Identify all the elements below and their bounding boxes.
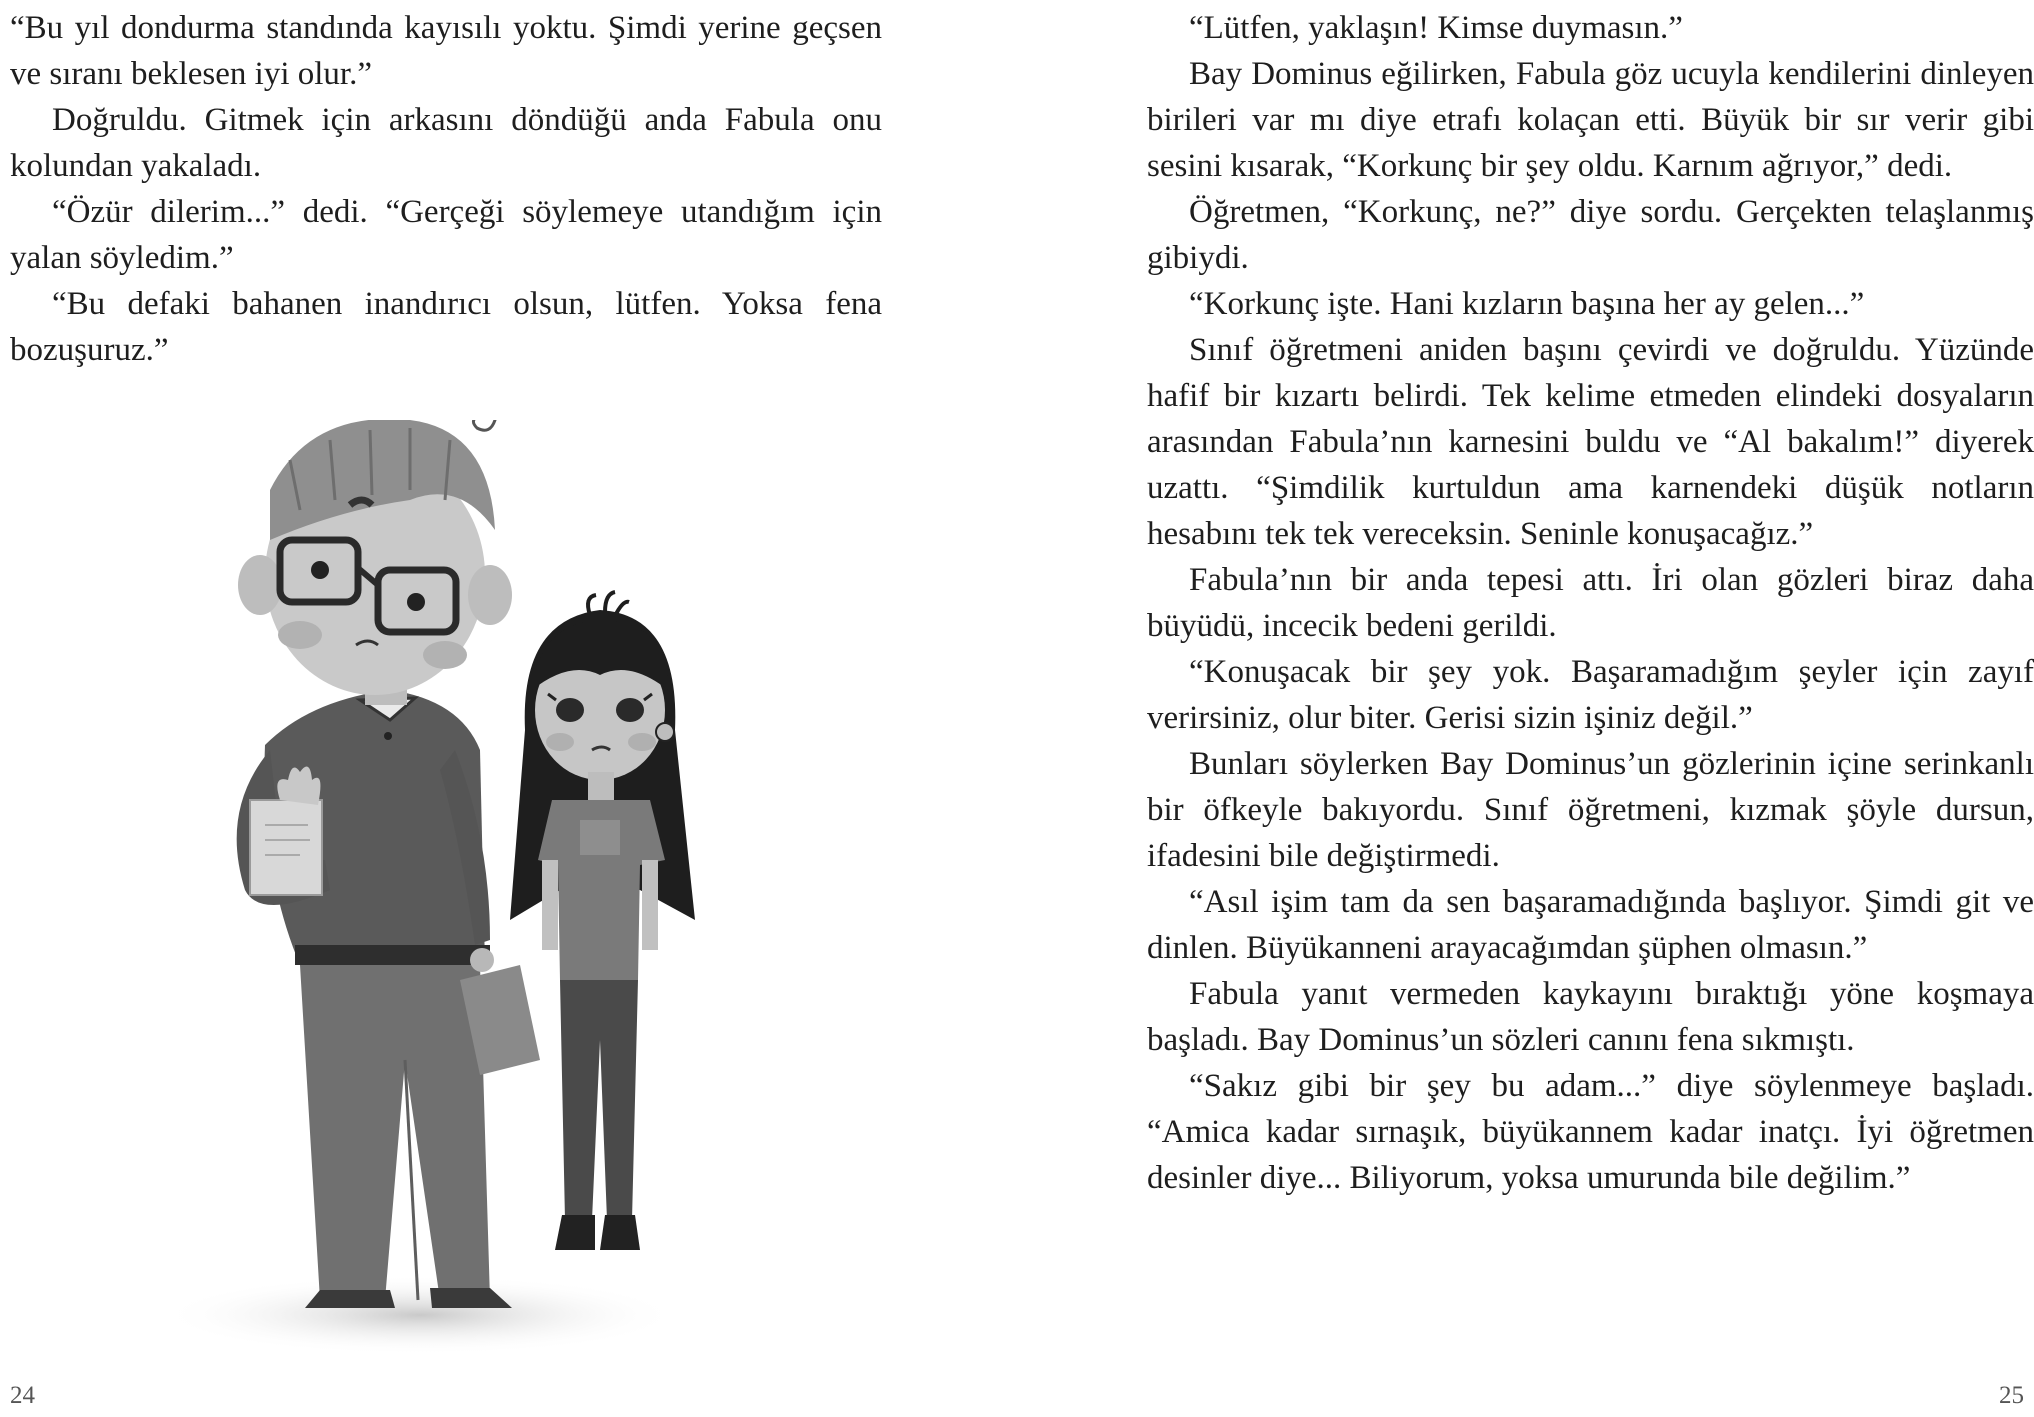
paragraph: “Lütfen, yaklaşın! Kimse duymasın.” [1189,10,1683,46]
teacher-and-girl-illustration [160,420,720,1360]
paragraph: Doğruldu. Gitmek için arkasını döndüğü anda Fabula onu kolundan yakaladı. [10,102,882,184]
right-page-text [1147,5,2034,1201]
page-number: 24 [10,1382,35,1409]
paragraph: “Sakız gibi bir şey bu adam...” diye söylenmeye başladı. “Amica kadar sırnaşık, büyükannem kadar inatçı. İyi öğretmen desinler diye... Biliyorum, yoksa umurunda bile değilim.” [1147,1068,2034,1196]
paragraph: Fabula yanıt vermeden kaykayını bıraktığı yöne koşmaya başladı. Bay Dominus’un sözleri canını fena sıkmıştı. [1147,976,2034,1058]
paragraph: Öğretmen, “Korkunç, ne?” diye sordu. Gerçekten telaşlanmış gibiydi. [1147,194,2034,276]
paragraph: “Asıl işim tam da sen başaramadığında başlıyor. Şimdi git ve dinlen. Büyükanneni arayacağımdan şüphen olmasın.” [1147,884,2034,966]
left-page-text [10,5,882,373]
paragraph: “Özür dilerim...” dedi. “Gerçeği söylemeye utandığım için yalan söyledim.” [10,194,882,276]
paragraph: Bay Dominus eğilirken, Fabula göz ucuyla kendilerini dinleyen birileri var mı diye etrafı kolaçan etti. Büyük bir sır verir gibi sesini kısarak, “Korkunç bir şey oldu. Karnım ağrıyor,” dedi. [1147,56,2034,184]
paragraph: “Konuşacak bir şey yok. Başaramadığım şeyler için zayıf verirsiniz, olur biter. Gerisi sizin işiniz değil.” [1147,654,2034,736]
paragraph: Bunları söylerken Bay Dominus’un gözlerinin içine serinkanlı bir öfkeyle bakıyordu. Sınıf öğretmeni, kızmak şöyle dursun, ifadesini bile değiştirmedi. [1147,746,2034,874]
right-page [1017,0,2034,1417]
paragraph: Sınıf öğretmeni aniden başını çevirdi ve doğruldu. Yüzünde hafif bir kızartı belirdi. Tek kelime etmeden elindeki dosyaların arasından Fabula’nın karnesini buldu ve “Al bakalım!” diyerek uzattı. “Şimdilik kurtuldun ama karnendeki düşük notların hesabını tek tek vereceksin. Seninle konuşacağız.” [1147,332,2034,552]
page-number: 25 [1999,1382,2024,1409]
paragraph: Fabula’nın bir anda tepesi attı. İri olan gözleri biraz daha büyüdü, incecik bedeni gerildi. [1147,562,2034,644]
paragraph: “Korkunç işte. Hani kızların başına her ay gelen...” [1189,286,1865,322]
paragraph: “Bu yıl dondurma standında kayısılı yoktu. Şimdi yerine geçsen ve sıranı beklesen iyi olur.” [10,10,882,92]
paragraph: “Bu defaki bahanen inandırıcı olsun, lütfen. Yoksa fena bozuşuruz.” [10,286,882,368]
